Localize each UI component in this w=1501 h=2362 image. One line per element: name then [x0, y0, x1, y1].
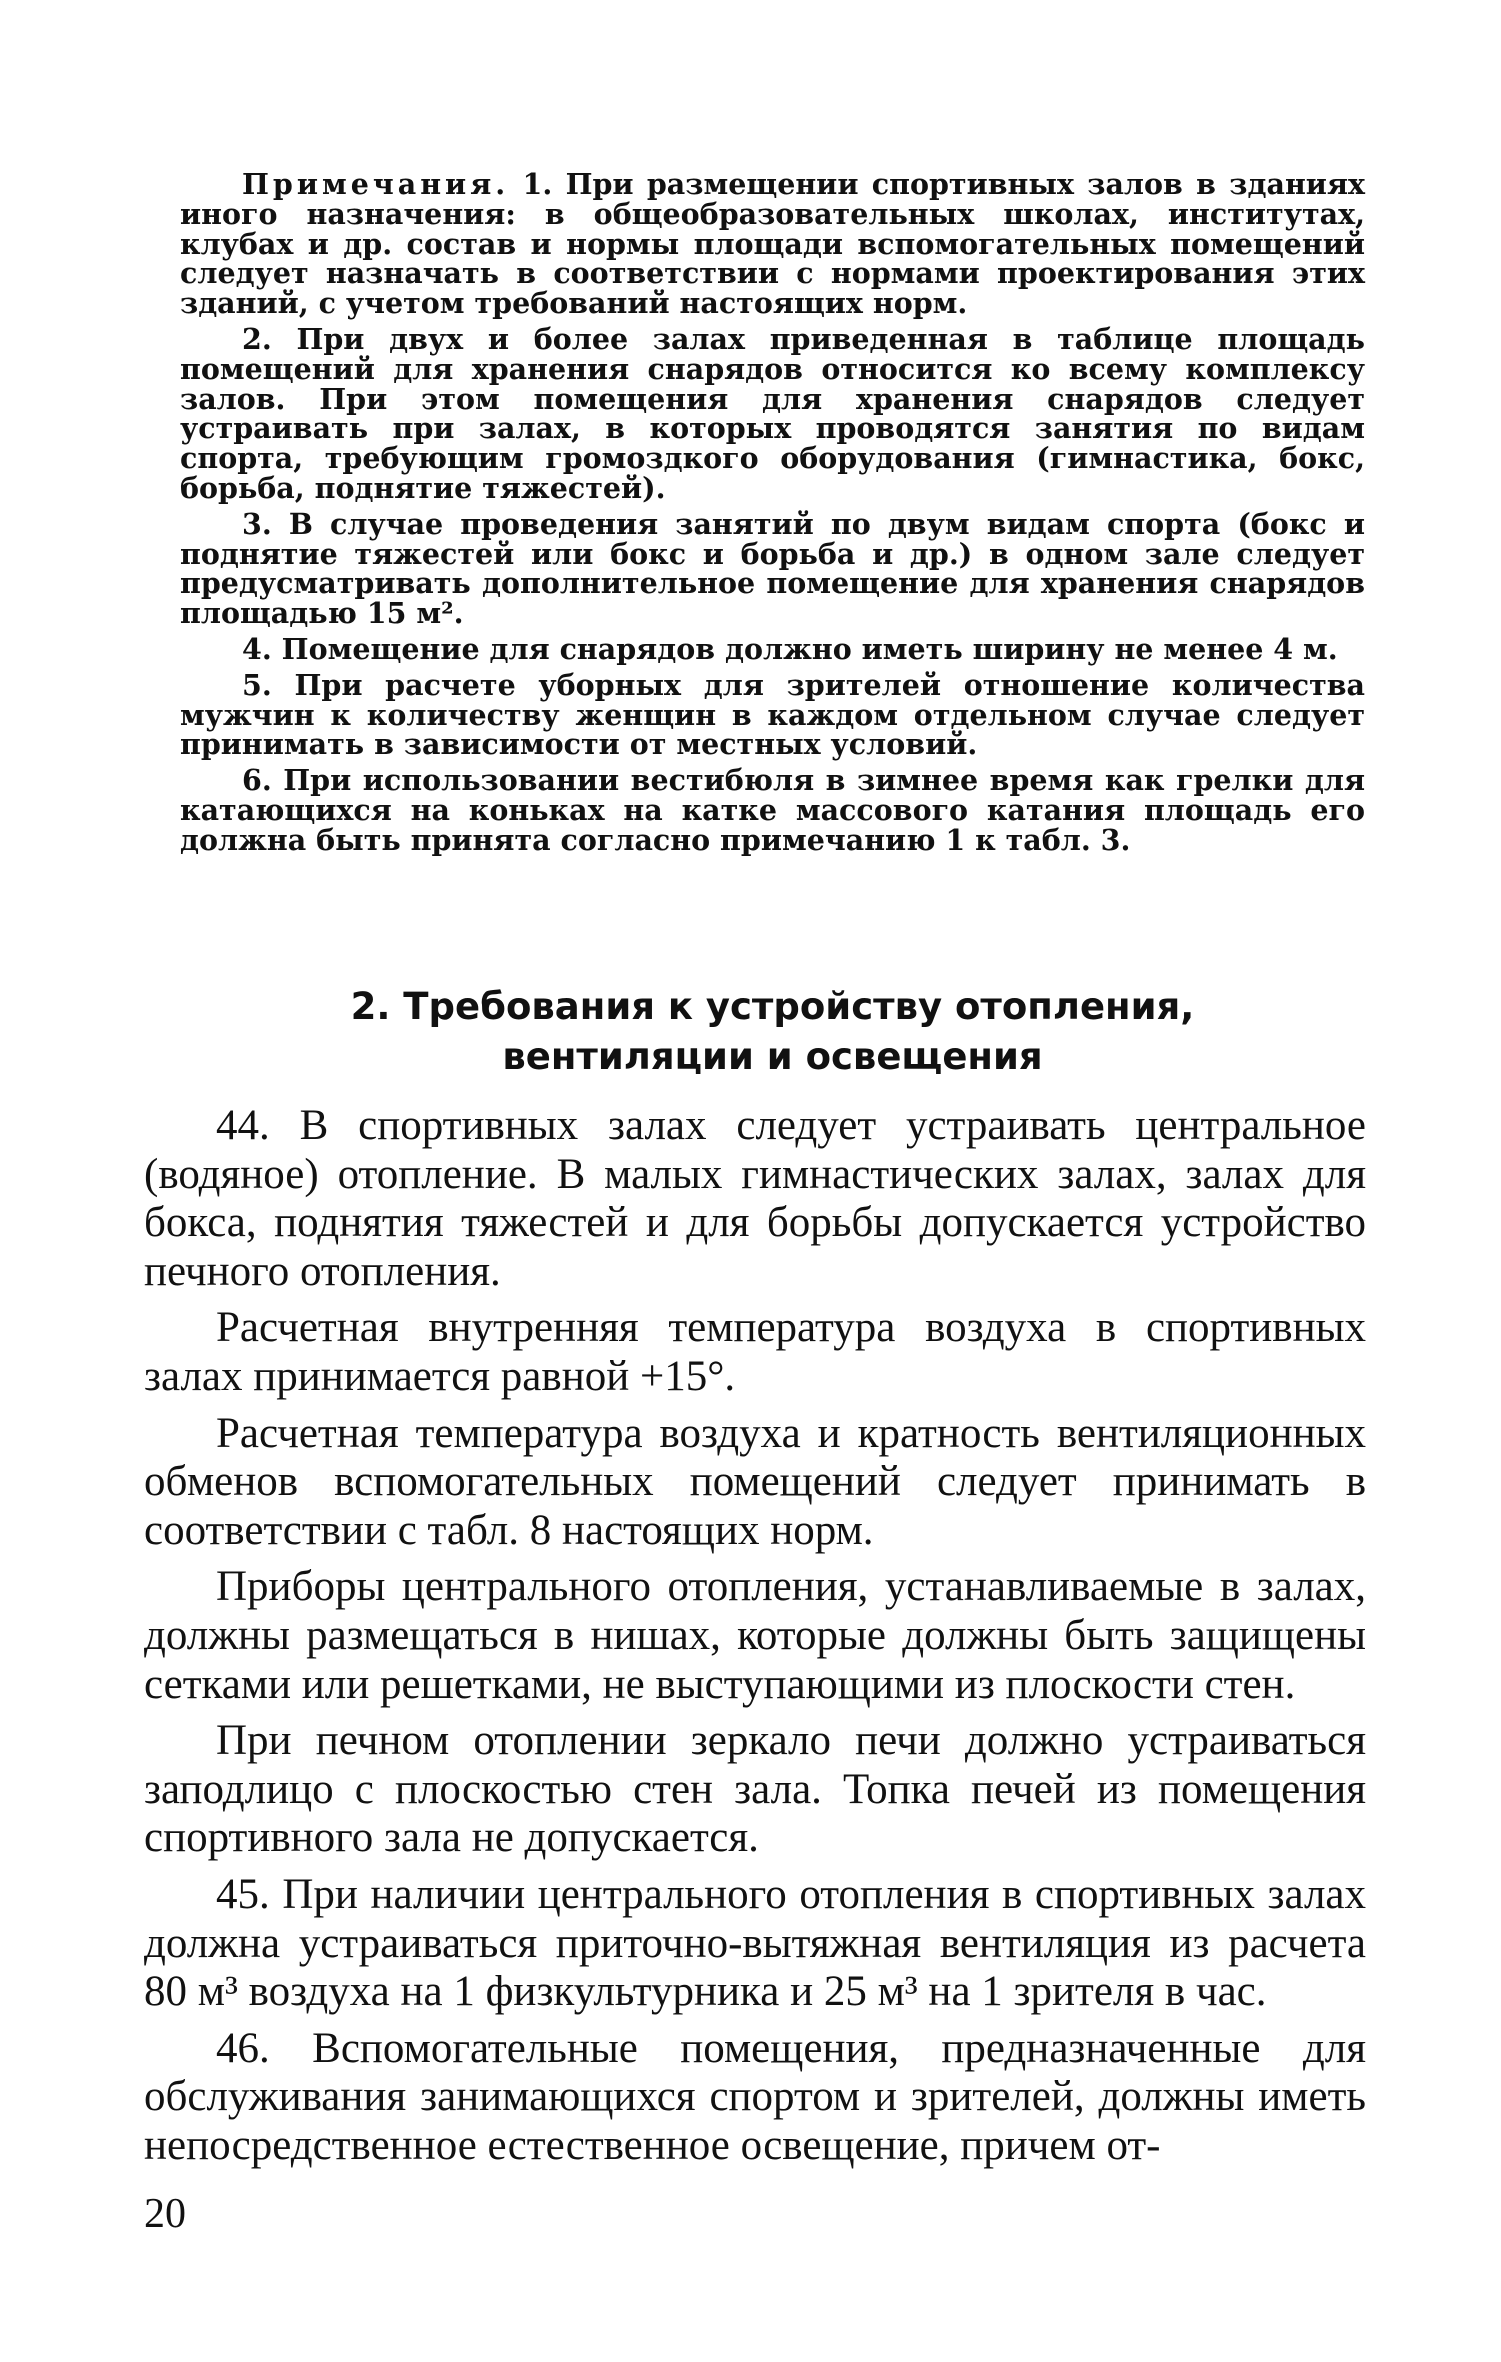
paragraph-temperature: Расчетная внутренняя температура воздуха в спортивных залах принимается равной +15°. [144, 1304, 1366, 1400]
paragraph-ventilation-rates: Расчетная температура воздуха и кратность вентиляционных обменов вспомогательных помещений следует принимать в соответствии с табл. 8 настоящих норм. [144, 1409, 1366, 1554]
section-heading-line-2: вентиляции и освещения [502, 1035, 1043, 1078]
note-item-3: 3. В случае проведения занятий по двум видам спорта (бокс и поднятие тяжестей или бокс и борьба и др.) в одном зале следует предусматривать дополнительное помещение для хранения снарядов площадью 15 м². [180, 506, 1365, 631]
note-item-5: 5. При расчете уборных для зрителей отношение количества мужчин к количеству женщин в каждом отдельном случае следует принимать в зависимости от местных условий. [180, 667, 1365, 762]
note-item-4: 4. Помещение для снарядов должно иметь ширину не менее 4 м. [242, 631, 1338, 666]
paragraph-stove-heating: При печном отоплении зеркало печи должно устраиваться заподлицо с плоскостью стен зала. Топка печей из помещения спортивного зала не допускается. [144, 1717, 1366, 1862]
note-item-6: 6. При использовании вестибюля в зимнее время как грелки для катающихся на коньках на катке массового катания площадь его должна быть принята согласно примечанию 1 к табл. 3. [180, 763, 1365, 857]
paragraph-45: 45. При наличии центрального отопления в спортивных залах должна устраиваться приточно-вытяжная вентиляция из расчета 80 м³ воздуха на 1 физкультурника и 25 м³ на 1 зрителя в час. [144, 1870, 1366, 2016]
notes-label: Примечания. [242, 167, 510, 201]
note-item-1 [180, 167, 1365, 321]
section-heading [180, 982, 1365, 1082]
note-item-2: 2. При двух и более залах приведенная в таблице площадь помещений для хранения снарядов относится ко всему комплексу залов. При этом помещения для хранения снарядов следует устраивать при залах, в которых проводятся занятия по видам спорта, требующим громоздкого оборудования (гимнастика, бокс, борьба, поднятие тяжестей). [180, 321, 1365, 505]
paragraph-44: 44. В спортивных залах следует устраивать центральное (водяное) отопление. В малых гимнастических залах, залах для бокса, поднятия тяжестей и для борьбы допускается устройство печного отопления. [144, 1102, 1366, 1295]
paragraph-46: 46. Вспомогательные помещения, предназначенные для обслуживания занимающихся спортом и зрителей, должны иметь непосредственное естественное освещение, причем от- [144, 2024, 1366, 2169]
body-text [144, 1102, 1366, 2178]
note-item-1-text: 1. При размещении спортивных залов в зданиях иного назначения: в общеобразовательных школах, институтах, клубах и др. состав и нормы площади вспомогательных помещений следует назначать в соответствии с нормами проектирования этих зданий, с учетом требований настоящих норм. [180, 167, 1365, 321]
paragraph-heating-devices: Приборы центрального отопления, устанавливаемые в залах, должны размещаться в нишах, которые должны быть защищены сетками или решетками, не выступающими из плоскости стен. [144, 1563, 1366, 1708]
page-number: 20 [144, 2191, 186, 2237]
section-heading-line-1: 2. Требования к устройству отопления, [350, 985, 1195, 1028]
notes-block [180, 167, 1365, 862]
